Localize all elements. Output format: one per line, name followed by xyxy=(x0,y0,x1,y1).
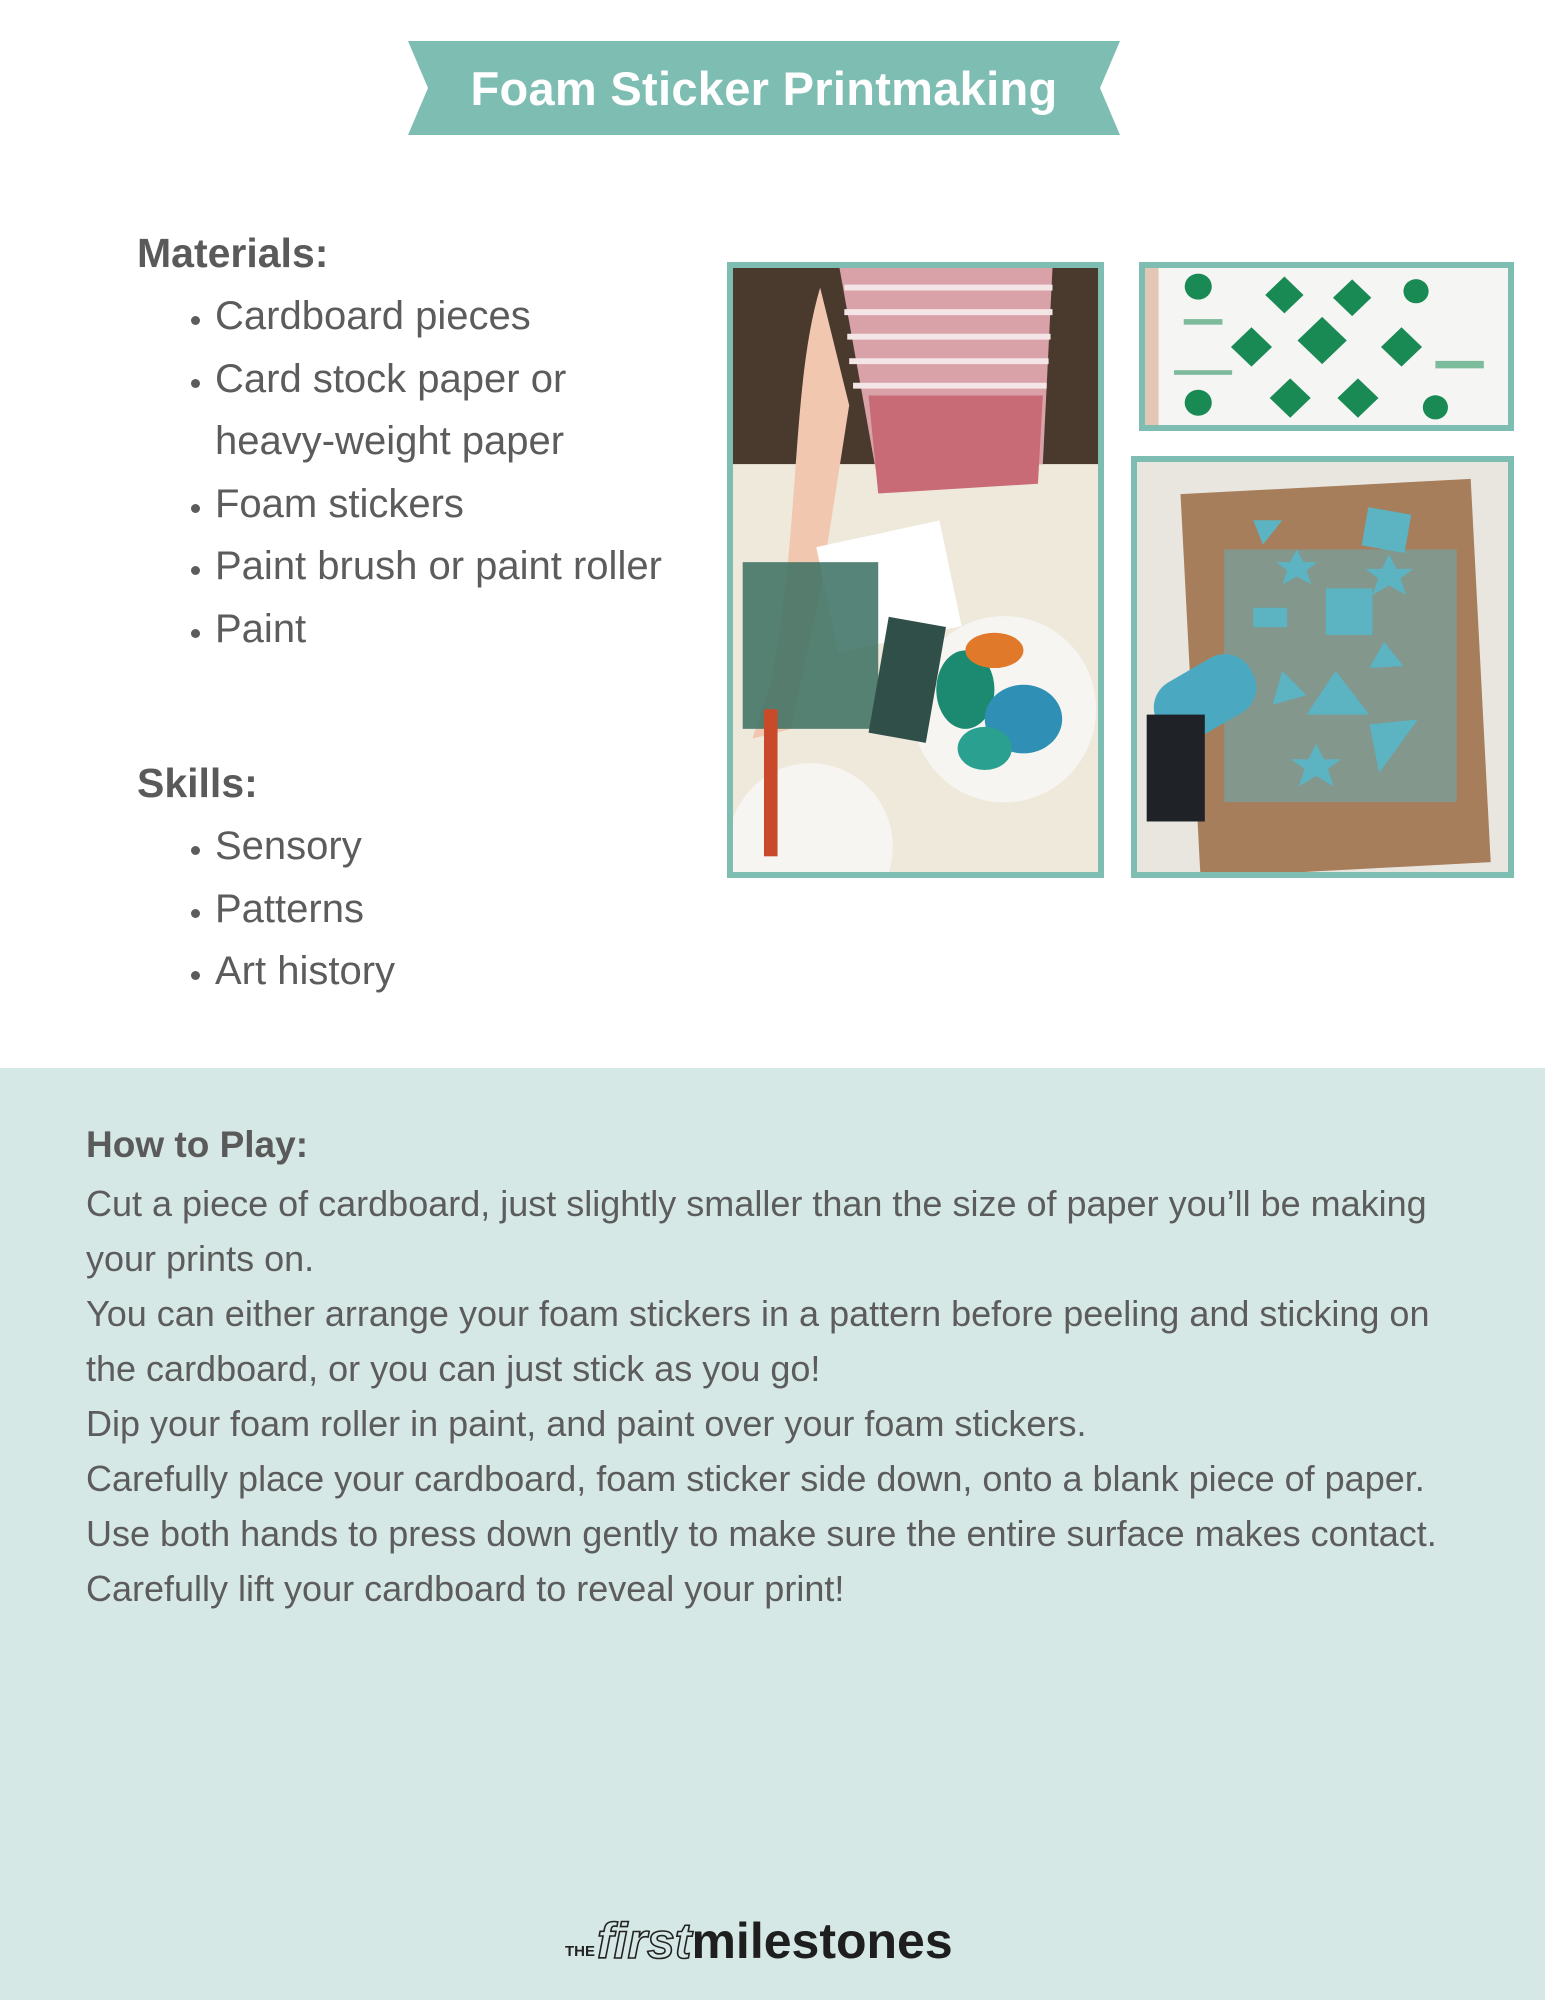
photo-cardboard-stickers xyxy=(1131,456,1514,878)
list-item: • Patterns xyxy=(215,878,795,941)
step-text: Dip your foam roller in paint, and paint over your foam stickers. xyxy=(86,1403,1087,1444)
skills-list xyxy=(137,815,795,1003)
list-item: • Card stock paper or heavy-weight paper xyxy=(215,348,635,473)
photo-child-painting xyxy=(727,262,1104,878)
logo-the: THE xyxy=(565,1943,595,1960)
logo-first: first xyxy=(597,1913,692,1969)
list-item: • Sensory xyxy=(215,815,795,878)
logo-milestones: milestones xyxy=(691,1913,953,1969)
step-text: Carefully place your cardboard, foam sticker side down, onto a blank piece of paper. xyxy=(86,1458,1425,1499)
materials-heading: Materials: xyxy=(137,230,329,276)
list-item: • Cardboard pieces xyxy=(215,285,795,348)
brand-logo xyxy=(565,1913,953,1969)
how-to-play-steps xyxy=(86,1176,1486,1616)
materials-list xyxy=(137,285,795,660)
photo-print-result xyxy=(1139,262,1514,431)
list-item: • Art history xyxy=(215,940,795,1003)
step-text: You can either arrange your foam stickers in a pattern before peeling and sticking on the cardboard, or you can just stick as you go! xyxy=(86,1293,1430,1389)
step-text: Carefully lift your cardboard to reveal your print! xyxy=(86,1568,845,1609)
title-banner xyxy=(408,41,1120,135)
skills-heading: Skills: xyxy=(137,760,258,806)
list-item: • Paint brush or paint roller xyxy=(215,535,795,598)
page-title: Foam Sticker Printmaking xyxy=(470,61,1058,115)
how-to-play-heading: How to Play: xyxy=(86,1124,309,1165)
list-item: • Foam stickers xyxy=(215,473,795,536)
list-item: • Paint xyxy=(215,598,795,661)
step-text: Use both hands to press down gently to make sure the entire surface makes contact. xyxy=(86,1513,1437,1554)
step-text: Cut a piece of cardboard, just slightly smaller than the size of paper you’ll be making your prints on. xyxy=(86,1183,1427,1279)
